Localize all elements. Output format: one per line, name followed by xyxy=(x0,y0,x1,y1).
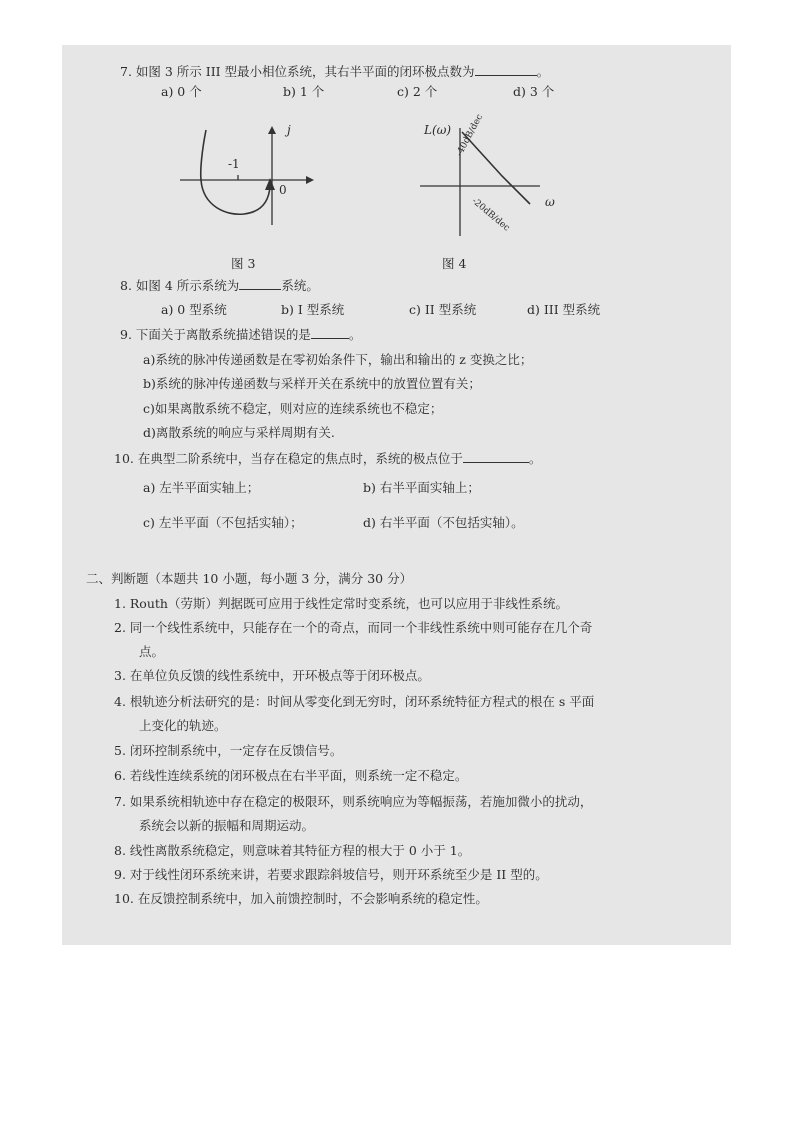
q9-stem xyxy=(120,327,361,343)
tf-item-4-cont: 上变化的轨迹。 xyxy=(139,718,227,733)
tf-item-4: 4. 根轨迹分析法研究的是：时间从零变化到无穷时，闭环系统特征方程式的根在 s 平面 xyxy=(114,694,595,709)
q7-stem-end: 。 xyxy=(536,64,550,79)
q9-option-d: d)离散系统的响应与采样周期有关. xyxy=(143,425,335,440)
fig3-nyquist-curve xyxy=(201,130,270,214)
q9-stem-text: 9. 下面关于离散系统描述错误的是 xyxy=(120,327,311,342)
q7-option-c: c) 2 个 xyxy=(397,84,438,99)
q8-stem-text: 8. 如图 4 所示系统为 xyxy=(120,278,240,293)
tf-item-7: 7. 如果系统相轨迹中存在稳定的极限环，则系统响应为等幅振荡，若施加微小的扰动， xyxy=(114,794,593,809)
q7-stem xyxy=(120,64,549,80)
q7-answer-blank xyxy=(475,64,537,76)
figure-3-nyquist-plot xyxy=(176,120,316,230)
q10-stem-text: 10. 在典型二阶系统中，当存在稳定的焦点时，系统的极点位于 xyxy=(114,451,463,466)
fig4-slope-40: -40dB/dec xyxy=(454,112,486,159)
fig4-label-w: ω xyxy=(545,195,555,209)
q7-option-b: b) 1 个 xyxy=(283,84,325,99)
q8-option-b: b) I 型系统 xyxy=(281,302,345,317)
q8-option-a: a) 0 型系统 xyxy=(161,302,227,317)
fig3-caption: 图 3 xyxy=(231,256,256,271)
fig4-caption: 图 4 xyxy=(442,256,467,271)
section2-heading: 二、判断题（本题共 10 小题，每小题 3 分，满分 30 分） xyxy=(86,571,413,586)
q9-option-a: a)系统的脉冲传递函数是在零初始条件下，输出和输出的 z 变换之比； xyxy=(143,352,533,367)
q7-stem-text: 7. 如图 3 所示 III 型最小相位系统，其右半平面的闭环极点数为 xyxy=(120,64,475,79)
fig4-slope-20: -20dB/dec xyxy=(469,196,512,234)
tf-item-8: 8. 线性离散系统稳定，则意味着其特征方程的根大于 0 小于 1。 xyxy=(114,843,471,858)
q9-answer-blank xyxy=(311,327,349,339)
tf-item-2-cont: 点。 xyxy=(139,644,165,659)
q8-stem xyxy=(120,278,319,294)
tf-item-10: 10. 在反馈控制系统中，加入前馈控制时，不会影响系统的稳定性。 xyxy=(114,891,488,906)
q7-option-d: d) 3 个 xyxy=(513,84,555,99)
q8-option-c: c) II 型系统 xyxy=(409,302,477,317)
q10-option-a: a) 左半平面实轴上； xyxy=(143,480,260,495)
q10-stem xyxy=(114,451,541,467)
q9-option-b: b)系统的脉冲传递函数与采样开关在系统中的放置位置有关； xyxy=(143,376,481,391)
fig3-real-axis-arrow xyxy=(306,176,314,184)
q10-option-b: b) 右半平面实轴上； xyxy=(363,480,480,495)
fig3-label-minus-one: -1 xyxy=(228,157,240,171)
q8-option-d: d) III 型系统 xyxy=(527,302,601,317)
fig3-imag-axis-arrow xyxy=(268,126,276,134)
q10-option-d: d) 右半平面（不包括实轴）。 xyxy=(363,515,524,530)
tf-item-1: 1. Routh（劳斯）判据既可应用于线性定常时变系统，也可以应用于非线性系统。 xyxy=(114,596,568,611)
q9-option-c: c)如果离散系统不稳定，则对应的连续系统也不稳定； xyxy=(143,401,443,416)
fig3-label-j: j xyxy=(287,123,291,137)
q8-answer-blank xyxy=(239,278,281,290)
tf-item-9: 9. 对于线性闭环系统来讲，若要求跟踪斜坡信号，则开环系统至少是 II 型的。 xyxy=(114,867,548,882)
tf-item-5: 5. 闭环控制系统中，一定存在反馈信号。 xyxy=(114,743,343,758)
q8-stem-end: 系统。 xyxy=(281,278,319,293)
q7-option-a: a) 0 个 xyxy=(161,84,202,99)
fig3-label-zero: 0 xyxy=(279,183,287,197)
q10-option-c: c) 左半平面（不包括实轴）； xyxy=(143,515,303,530)
q9-stem-end: 。 xyxy=(348,327,362,342)
fig4-label-l: L(ω) xyxy=(424,123,452,137)
q10-answer-blank xyxy=(463,451,529,463)
tf-item-2: 2. 同一个线性系统中，只能存在一个的奇点，而同一个非线性系统中则可能存在几个奇 xyxy=(114,620,593,635)
tf-item-6: 6. 若线性连续系统的闭环极点在右半平面，则系统一定不稳定。 xyxy=(114,768,468,783)
tf-item-3: 3. 在单位负反馈的线性系统中，开环极点等于闭环极点。 xyxy=(114,668,430,683)
tf-item-7-cont: 系统会以新的振幅和周期运动。 xyxy=(139,818,315,833)
q10-stem-end: 。 xyxy=(528,451,542,466)
